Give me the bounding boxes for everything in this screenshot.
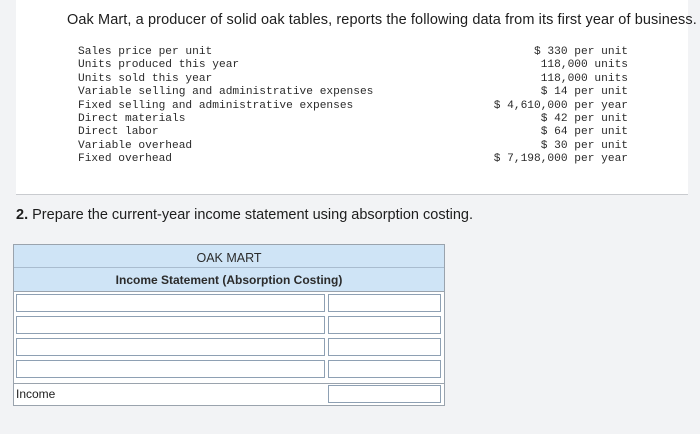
header-divider [14, 267, 444, 268]
question-text: Prepare the current-year income statement using absorption costing. [32, 207, 473, 223]
problem-data-table [72, 46, 628, 167]
amount-input[interactable] [328, 360, 441, 378]
data-label: Variable selling and administrative expenses [78, 86, 374, 99]
question-number: 2. [16, 207, 29, 223]
data-value: $ 30 per unit [540, 139, 628, 152]
data-value: $ 330 per unit [534, 46, 628, 58]
data-label: Units produced this year [78, 59, 240, 72]
line-item-input[interactable] [16, 294, 325, 312]
data-value: $ 7,198,000 per year [493, 153, 628, 166]
amount-input[interactable] [328, 338, 441, 356]
statement-row [14, 358, 444, 380]
data-label: Units sold this year [78, 72, 213, 85]
data-value: $ 64 per unit [540, 126, 628, 139]
worksheet-header [14, 245, 444, 292]
data-label: Direct labor [78, 126, 159, 139]
data-row [72, 59, 628, 72]
question-prompt [16, 207, 473, 223]
amount-input[interactable] [328, 294, 441, 312]
data-row [72, 126, 628, 139]
statement-row [14, 314, 444, 336]
statement-row [14, 336, 444, 358]
income-label: Income [16, 387, 56, 401]
income-statement-worksheet [13, 244, 445, 406]
data-row [72, 112, 628, 126]
data-row [72, 139, 628, 153]
data-label: Variable overhead [78, 139, 193, 152]
data-row [72, 46, 628, 59]
line-item-input[interactable] [16, 338, 325, 356]
data-row [72, 86, 628, 99]
data-value: $ 4,610,000 per year [493, 99, 628, 112]
data-label: Sales price per unit [78, 46, 213, 58]
company-name: OAK MART [196, 251, 262, 265]
data-label: Fixed overhead [78, 153, 172, 166]
line-item-input[interactable] [16, 316, 325, 334]
data-row [72, 99, 628, 113]
problem-heading: Oak Mart, a producer of solid oak tables, reports the following data from its first year of business. [67, 12, 697, 28]
data-label: Fixed selling and administrative expenses [78, 99, 354, 112]
data-value: $ 14 per unit [540, 86, 628, 99]
data-row [72, 72, 628, 86]
data-value: 118,000 units [540, 72, 628, 85]
amount-input[interactable] [328, 316, 441, 334]
statement-row [14, 292, 444, 314]
data-value: 118,000 units [540, 59, 628, 72]
data-label: Direct materials [78, 112, 186, 125]
problem-card [16, 0, 697, 195]
data-row [72, 153, 628, 166]
line-item-input[interactable] [16, 360, 325, 378]
data-value: $ 42 per unit [540, 112, 628, 125]
income-amount-input[interactable] [328, 385, 441, 403]
statement-title: Income Statement (Absorption Costing) [115, 273, 343, 287]
